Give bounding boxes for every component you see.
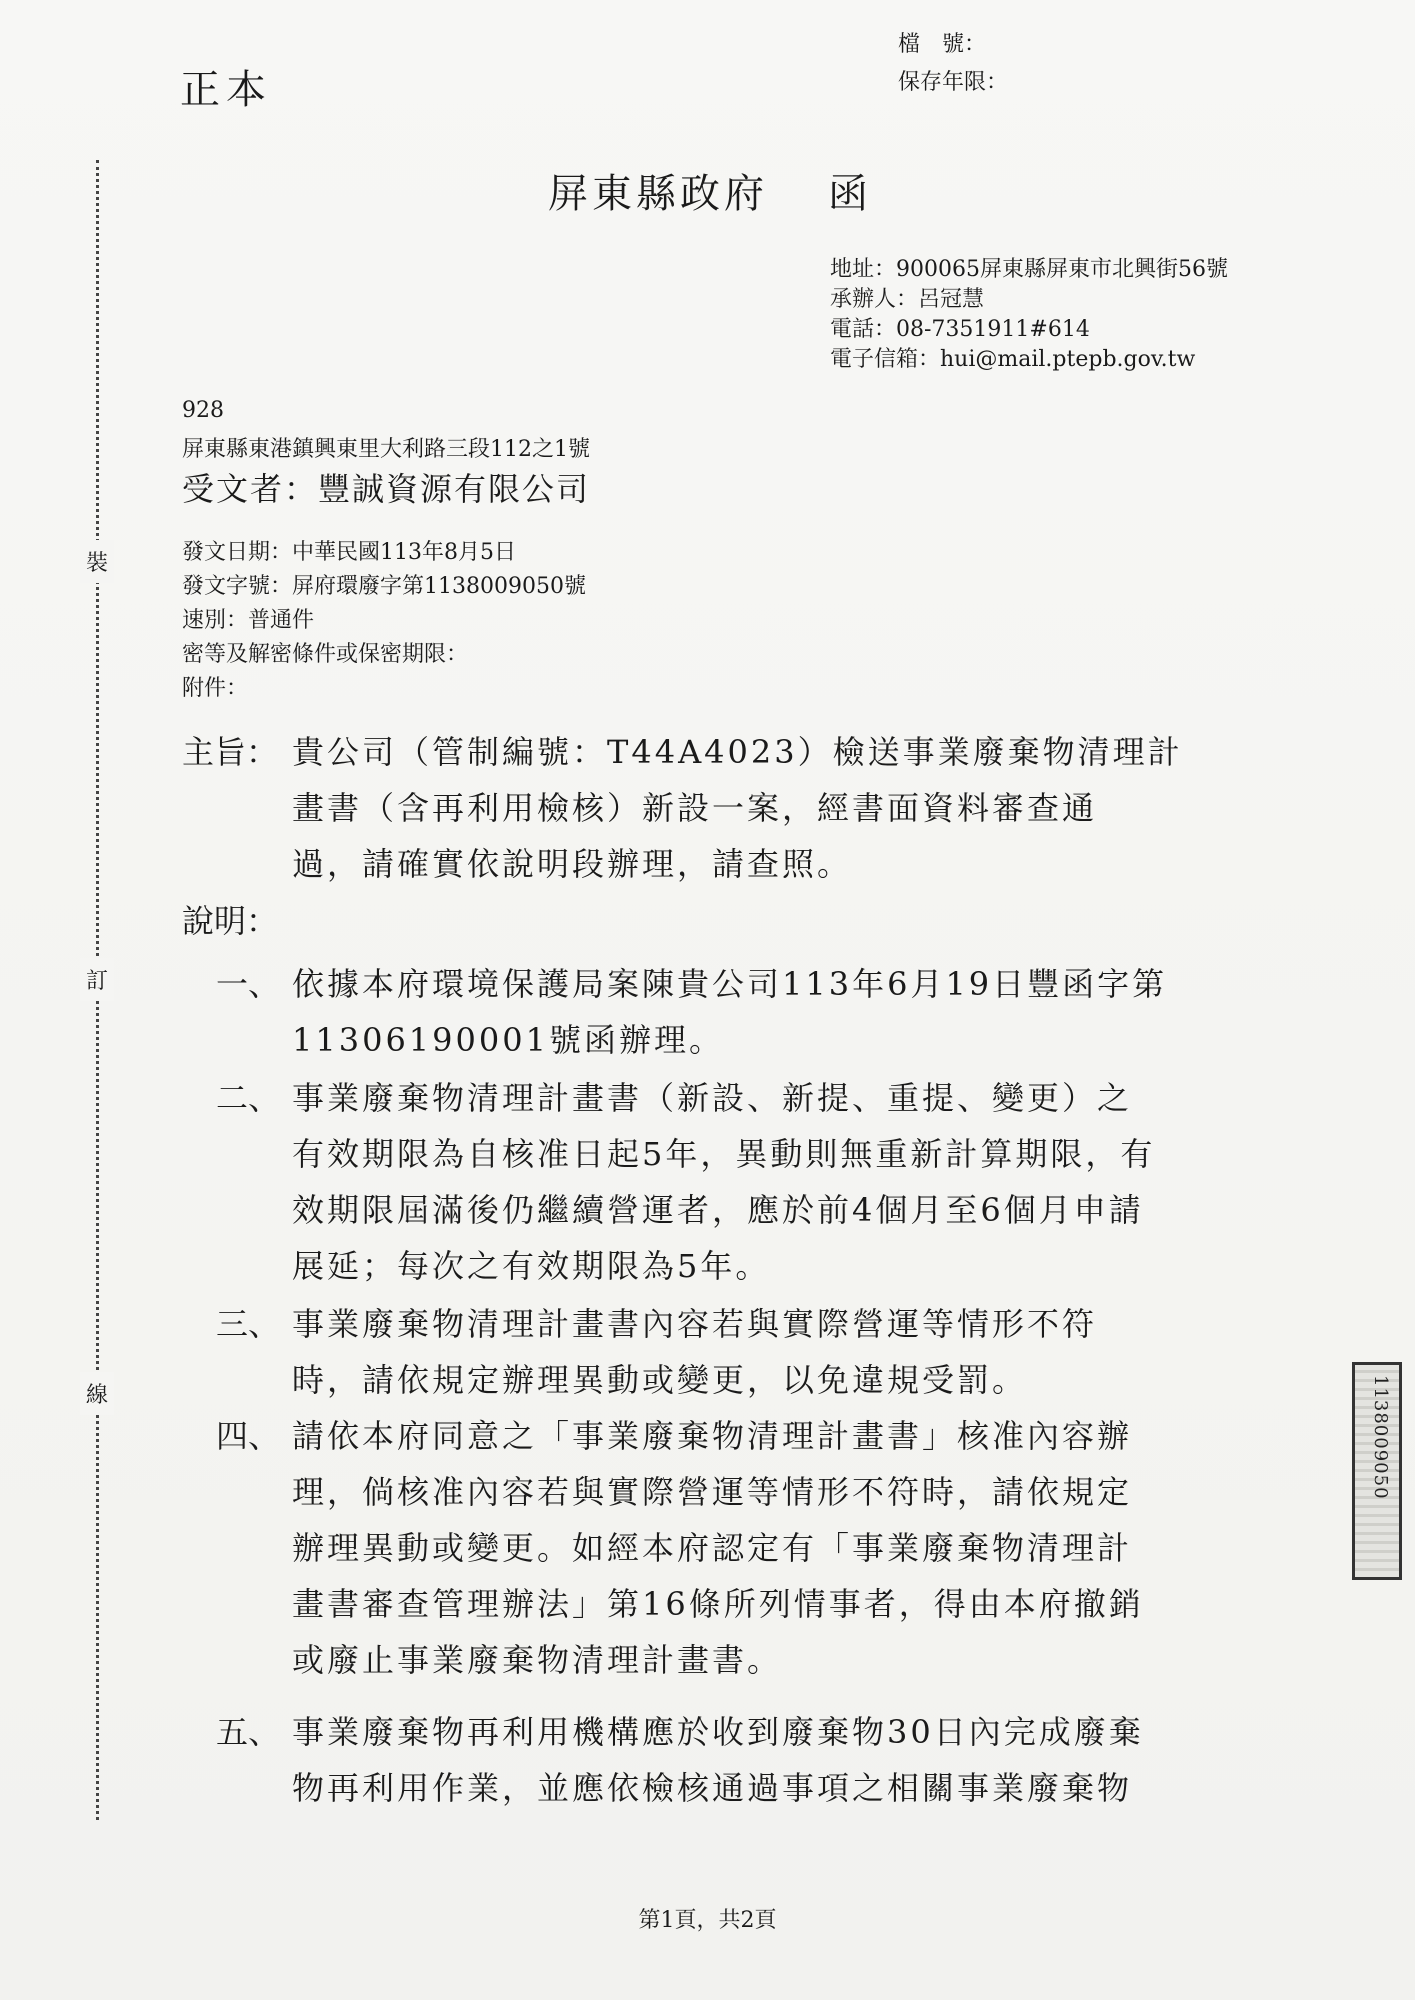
agency-name: 屏東縣政府 bbox=[548, 171, 768, 217]
subject-line: 貴公司（管制編號：T44A4023）檢送事業廢棄物清理計 bbox=[292, 733, 1183, 771]
item-number: 五、 bbox=[216, 1713, 281, 1751]
item-line: 事業廢棄物清理計畫書內容若與實際營運等情形不符 bbox=[292, 1305, 1098, 1343]
document-number: 發文字號：屏府環廢字第1138009050號 bbox=[182, 574, 586, 599]
item-line: 理，倘核准內容若與實際營運等情形不符時，請依規定 bbox=[292, 1473, 1133, 1511]
speed-class: 速別：普通件 bbox=[182, 608, 315, 633]
file-number-label: 檔 號： bbox=[898, 32, 987, 57]
file-meta bbox=[898, 26, 1008, 102]
recipient-address: 屏東縣東港鎮興東里大利路三段112之1號 bbox=[182, 437, 590, 462]
item-line: 效期限屆滿後仍繼續營運者，應於前4個月至6個月申請 bbox=[292, 1191, 1144, 1229]
side-stamp-number: 1138009050 bbox=[1370, 1375, 1391, 1500]
item-line: 辦理異動或變更。如經本府認定有「事業廢棄物清理計 bbox=[292, 1529, 1133, 1567]
contact-address: 地址：900065屏東縣屏東市北興街56號 bbox=[830, 257, 1228, 282]
binding-mark-zhuang: 裝 bbox=[80, 540, 114, 583]
item-line: 11306190001號函辦理。 bbox=[292, 1021, 724, 1059]
contact-email: 電子信箱：hui@mail.ptepb.gov.tw bbox=[830, 347, 1196, 372]
item-number: 三、 bbox=[216, 1305, 281, 1343]
item-line: 或廢止事業廢棄物清理計畫書。 bbox=[292, 1641, 783, 1679]
recipient-zip: 928 bbox=[182, 398, 224, 423]
item-line: 事業廢棄物清理計畫書（新設、新提、重提、變更）之 bbox=[292, 1079, 1133, 1117]
subject-line: 過，請確實依說明段辦理，請查照。 bbox=[292, 845, 853, 883]
item-number: 一、 bbox=[216, 965, 281, 1003]
subject-line: 畫書（含再利用檢核）新設一案，經書面資料審查通 bbox=[292, 789, 1098, 827]
page-number: 第1頁，共2頁 bbox=[638, 1908, 777, 1933]
item-line: 時，請依規定辦理異動或變更，以免違規受罰。 bbox=[292, 1361, 1028, 1399]
item-line: 畫書審查管理辦法」第16條所列情事者，得由本府撤銷 bbox=[292, 1585, 1144, 1623]
side-barcode-stamp bbox=[1352, 1362, 1402, 1580]
explanation-label: 說明： bbox=[182, 902, 279, 940]
document-title bbox=[548, 162, 872, 219]
original-copy-mark: 正本 bbox=[180, 67, 272, 113]
secrecy-level: 密等及解密條件或保密期限： bbox=[182, 642, 469, 667]
issue-date: 發文日期：中華民國113年8月5日 bbox=[182, 540, 516, 565]
binding-mark-xian: 線 bbox=[80, 1372, 114, 1415]
subject-label: 主旨： bbox=[182, 733, 279, 771]
contact-handler: 承辦人：呂冠慧 bbox=[830, 287, 985, 312]
contact-phone: 電話：08-7351911#614 bbox=[830, 317, 1090, 342]
retention-label: 保存年限： bbox=[898, 70, 1009, 95]
document-meta bbox=[182, 536, 586, 706]
item-number: 四、 bbox=[216, 1417, 281, 1455]
binding-mark-ding: 訂 bbox=[80, 958, 114, 1001]
document-type: 函 bbox=[828, 171, 872, 217]
contact-block bbox=[830, 255, 1228, 375]
item-line: 事業廢棄物再利用機構應於收到廢棄物30日內完成廢棄 bbox=[292, 1713, 1144, 1751]
item-line: 展延；每次之有效期限為5年。 bbox=[292, 1247, 771, 1285]
item-number: 二、 bbox=[216, 1079, 281, 1117]
recipient-name: 受文者：豐誠資源有限公司 bbox=[182, 470, 591, 508]
item-line: 請依本府同意之「事業廢棄物清理計畫書」核准內容辦 bbox=[292, 1417, 1133, 1455]
attachment: 附件： bbox=[182, 676, 249, 701]
item-line: 有效期限為自核准日起5年，異動則無重新計算期限，有 bbox=[292, 1135, 1156, 1173]
item-line: 物再利用作業，並應依檢核通過事項之相關事業廢棄物 bbox=[292, 1769, 1133, 1807]
item-line: 依據本府環境保護局案陳貴公司113年6月19日豐函字第 bbox=[292, 965, 1168, 1003]
